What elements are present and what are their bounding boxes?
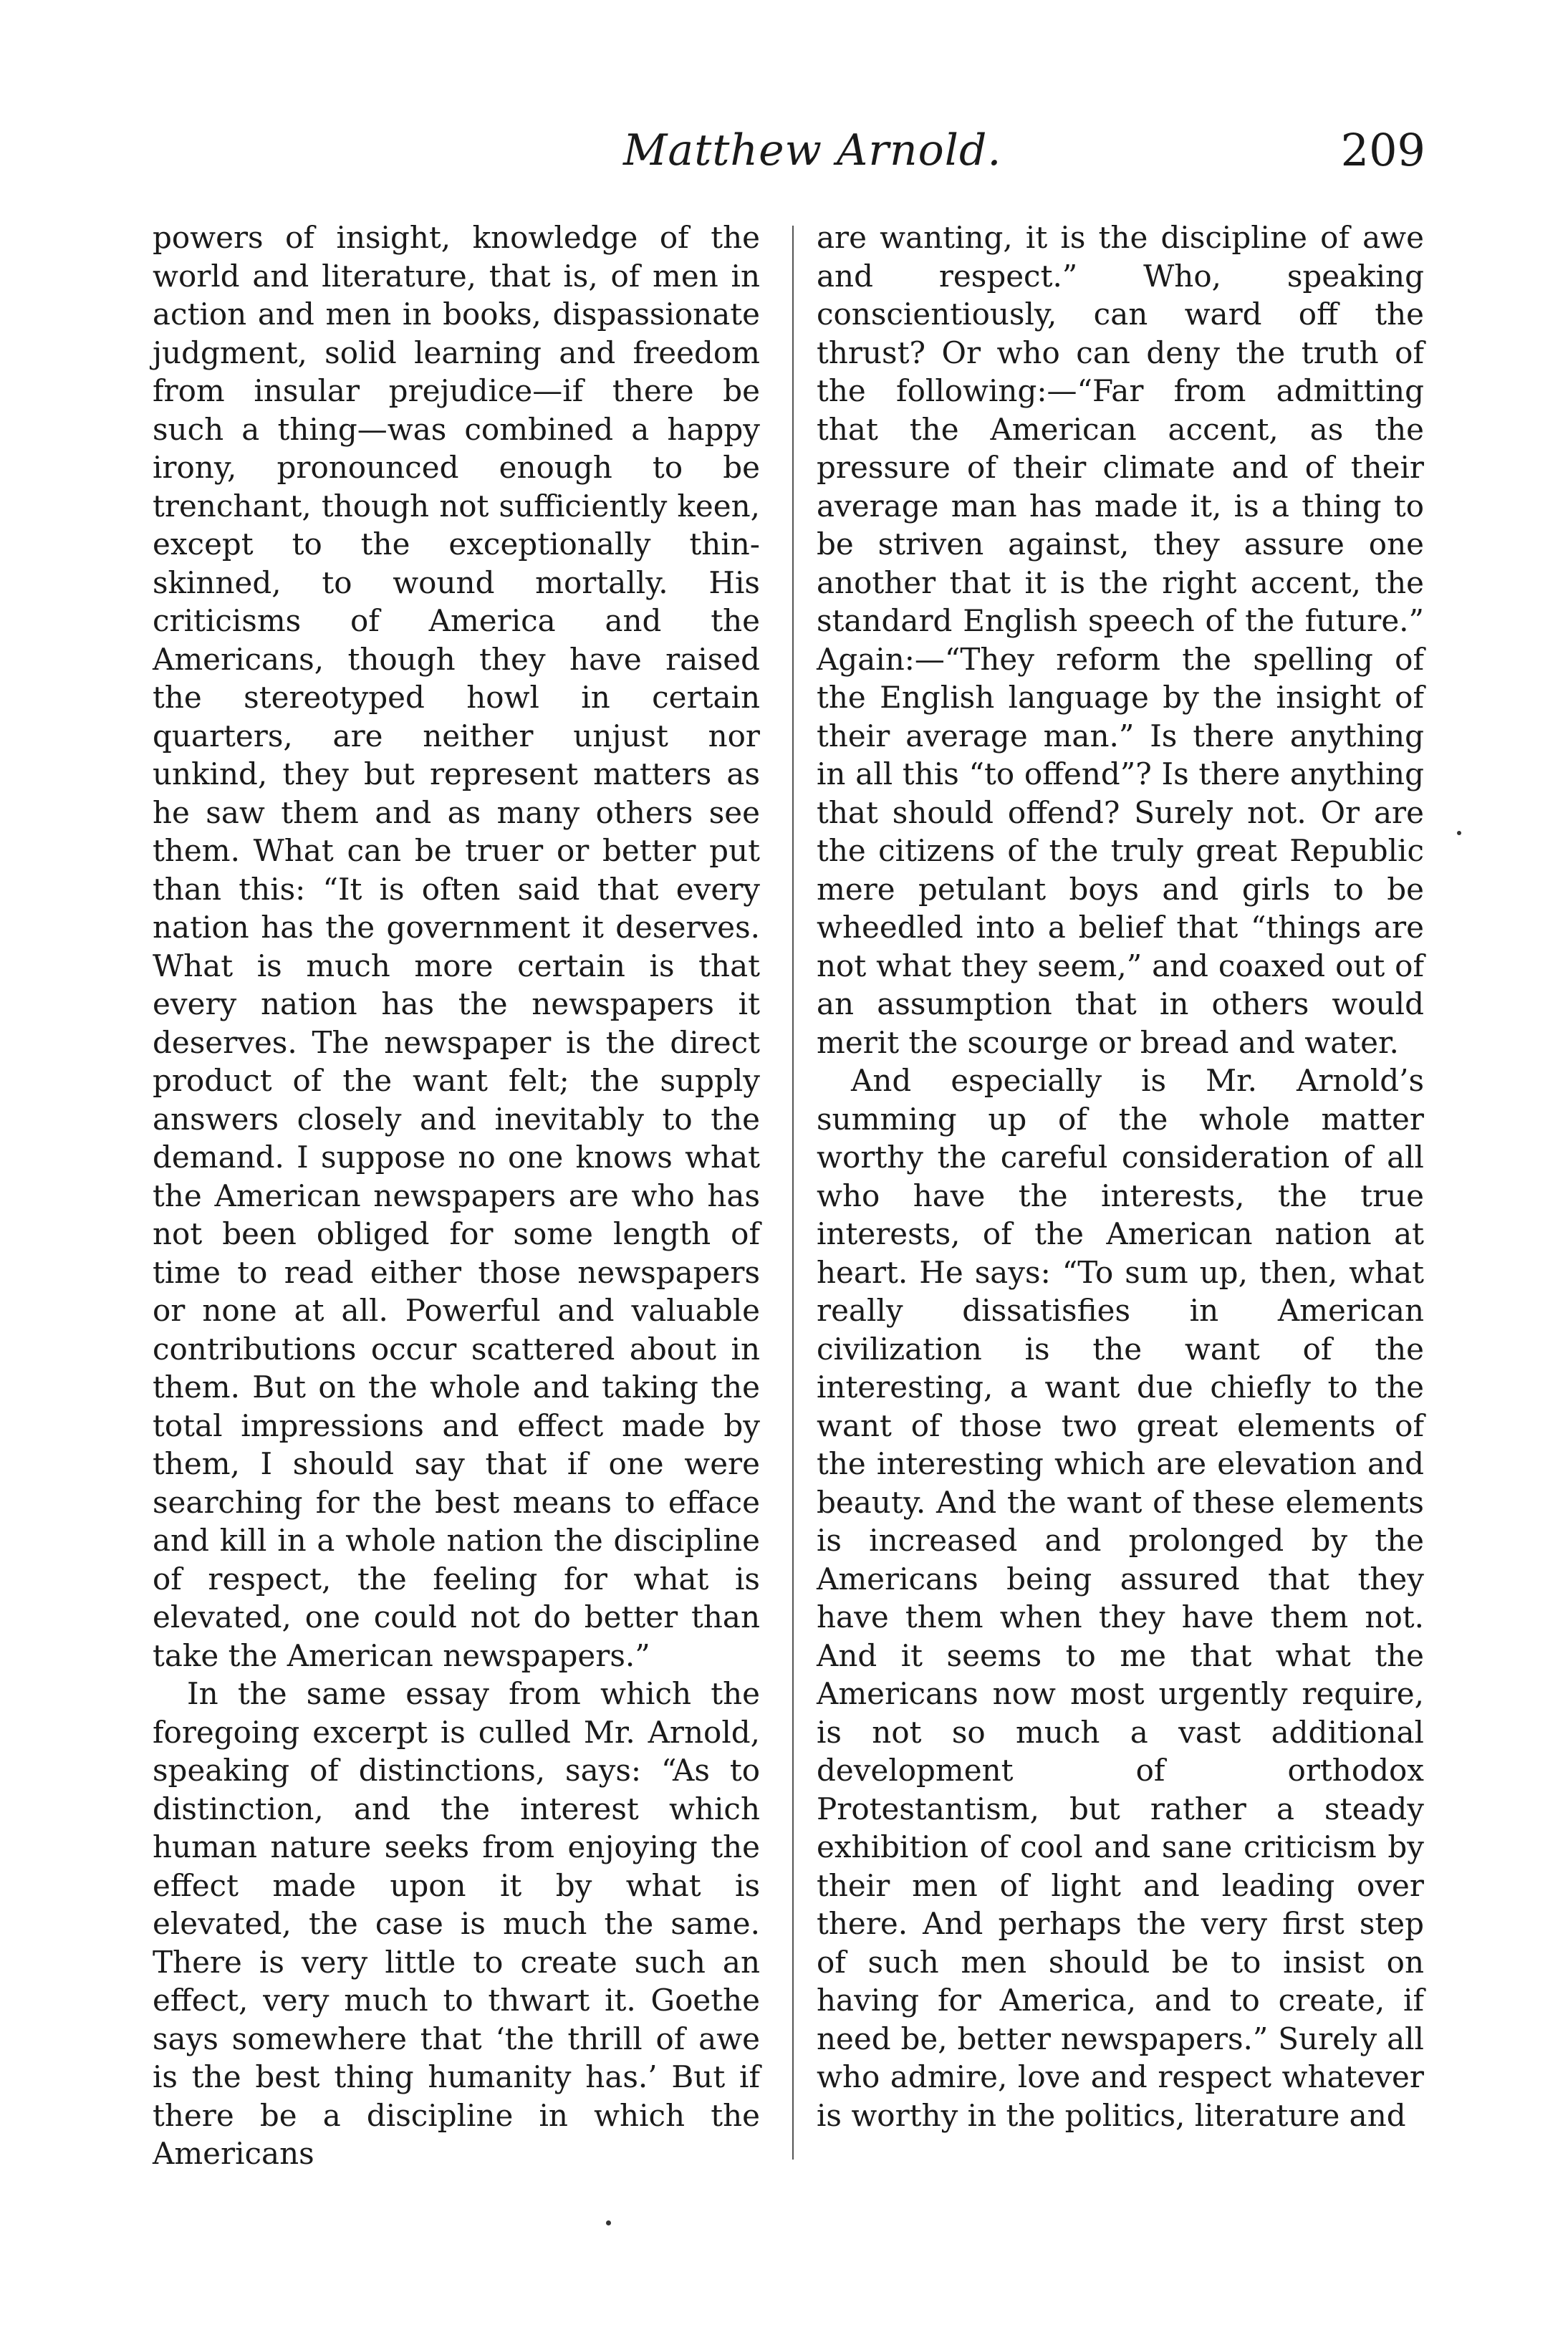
left-paragraph-2: In the same essay from which the foregoing excerpt is culled Mr. Arnold, speaking of distinctions, says: “As to distinction, and the interest which human nature seeks from enjoying the effect made upon it by what is elevated, the case is much the same. There is very little to create such an effect, very much to thwart it. Goethe says somewhere that ‘the thrill of awe is the best thing humanity has.’ But if there be a discipline in which the Americans bbox=[153, 1676, 760, 2171]
running-head bbox=[150, 118, 1440, 197]
running-title: Matthew Arnold. bbox=[623, 125, 1002, 175]
left-column bbox=[153, 218, 760, 2173]
right-paragraph-2: And especially is Mr. Arnold’s summing up of the whole matter worthy the careful consideration of all who have the interests, the true interests, of the American nation at heart. He says: “To sum up, then, what really dissatisfies in American civilization is the want of the interesting, a want due chiefly to the want of those two great elements of the interesting which are elevation and beauty. And the want of these elements is increased and prolonged by the Americans being assured that they have them when they have them not. And it seems to me that what the Americans now most urgently require, is not so much a vast additional development of orthodox Protestantism, but rather a steady exhibition of cool and sane criticism by their men of light and leading over there. And perhaps the very first step of such men should be to insist on having for America, and to create, if need be, better newspapers.” Surely all who admire, love and respect whatever is worthy in the politics, literature and bbox=[817, 1063, 1424, 2133]
footer-mark bbox=[606, 2220, 611, 2225]
left-paragraph-1: powers of insight, knowledge of the world and literature, that is, of men in action and men in books, dispassionate judgment, solid learning and freedom from insular prejudice—if there be such a thing—was combined a happy irony, pronounced enough to be trenchant, though not sufficiently keen, except to the exceptionally thin-skinned, to wound mortally. His criticisms of America and the Americans, though they have raised the stereotyped howl in certain quarters, are neither unjust nor unkind, they but represent matters as he saw them and as many others see them. What can be truer or better put than this: “It is often said that every nation has the government it deserves. What is much more certain is that every nation has the newspapers it deserves. The newspaper is the direct product of the want felt; the supply answers closely and inevitably to the demand. I suppose no one knows what the American newspapers are who has not been obliged for some length of time to read either those newspapers or none at all. Powerful and valuable contributions occur scattered about in them. But on the whole and taking the total impressions and effect made by them, I should say that if one were searching for the best means to efface and kill in a whole nation the discipline of respect, the feeling for what is elevated, one could not do better than take the American newspapers.” bbox=[153, 220, 760, 1673]
right-paragraph-1: are wanting, it is the discipline of awe and respect.” Who, speaking conscientiously, can ward off the thrust? Or who can deny the truth of the following:—“Far from admitting that the American accent, as the pressure of their climate and of their average man has made it, is a thing to be striven against, they assure one another that it is the right accent, the standard English speech of the future.” Again:—“They reform the spelling of the English language by the insight of their average man.” Is there anything in all this “to offend”? Is there anything that should offend? Surely not. Or are the citizens of the truly great Republic mere petulant boys and girls to be wheedled into a belief that “things are not what they seem,” and coaxed out of an assumption that in others would merit the scourge or bread and water. bbox=[817, 220, 1424, 1060]
column-divider bbox=[792, 226, 794, 2160]
page-number: 209 bbox=[1340, 124, 1425, 176]
margin-mark bbox=[1457, 831, 1461, 835]
right-column bbox=[817, 218, 1424, 2134]
